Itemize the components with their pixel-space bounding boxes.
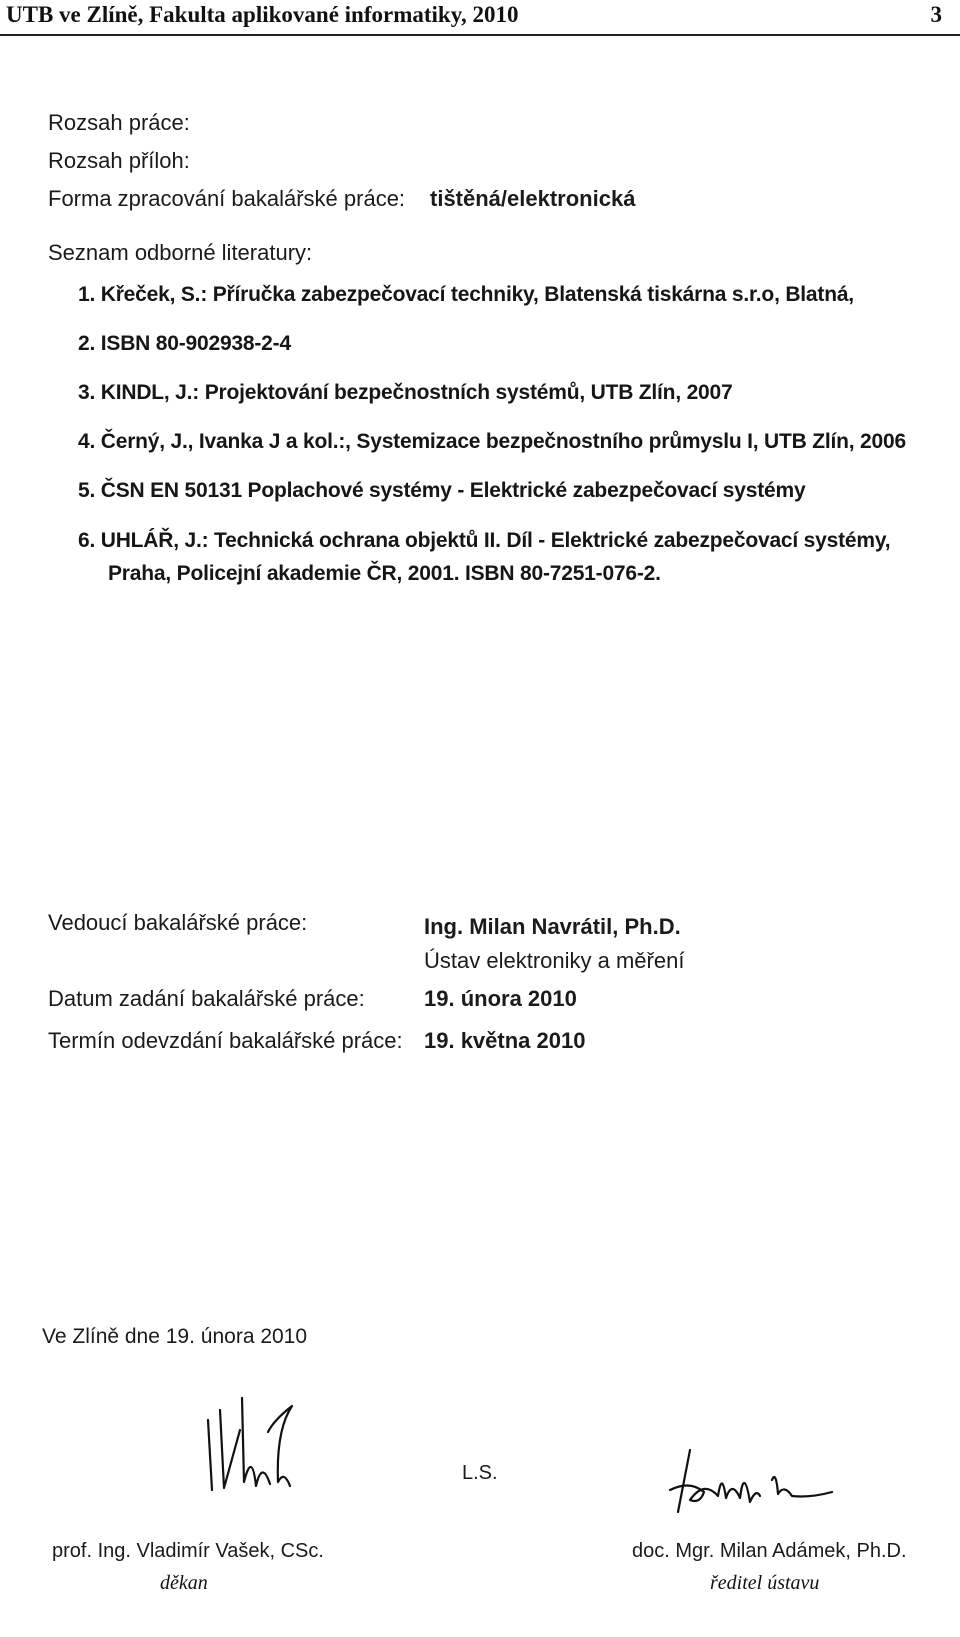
- director-role: ředitel ústavu: [710, 1572, 820, 1594]
- reference-item: 4. Černý, J., Ivanka J a kol.:, Systemizace bezpečnostního průmyslu I, UTB Zlín, 2006: [78, 430, 906, 453]
- place-and-date: Ve Zlíně dne 19. února 2010: [42, 1325, 308, 1348]
- supervisor-institute: Ústav elektroniky a měření: [424, 948, 685, 973]
- submission-date-value: 19. května 2010: [424, 1028, 586, 1053]
- literature-list-label: Seznam odborné literatury:: [48, 240, 313, 265]
- header-divider: [0, 34, 960, 36]
- supervisor-label: Vedoucí bakalářské práce:: [48, 910, 308, 935]
- page-number: 3: [930, 2, 942, 27]
- reference-item: 2. ISBN 80-902938-2-4: [78, 332, 291, 355]
- director-signature: [660, 1440, 850, 1520]
- submission-date-label: Termín odevzdání bakalářské práce:: [48, 1028, 403, 1053]
- dean-signature: [190, 1390, 320, 1500]
- reference-item: 1. Křeček, S.: Příručka zabezpečovací techniky, Blatenská tiskárna s.r.o, Blatná,: [78, 283, 854, 306]
- dean-role: děkan: [160, 1572, 208, 1594]
- form-of-processing-value: tištěná/elektronická: [430, 186, 636, 211]
- reference-item-continuation: Praha, Policejní akademie ČR, 2001. ISBN 80-7251-076-2.: [108, 562, 661, 585]
- reference-item: 5. ČSN EN 50131 Poplachové systémy - Elektrické zabezpečovací systémy: [78, 479, 806, 502]
- scope-of-work-label: Rozsah práce:: [48, 110, 190, 135]
- supervisor-name: Ing. Milan Navrátil, Ph.D.: [424, 914, 681, 939]
- reference-item: 6. UHLÁŘ, J.: Technická ochrana objektů II. Díl - Elektrické zabezpečovací systémy,: [78, 529, 891, 552]
- dean-name: prof. Ing. Vladimír Vašek, CSc.: [52, 1540, 324, 1562]
- assignment-date-value: 19. února 2010: [424, 986, 577, 1011]
- assignment-date-label: Datum zadání bakalářské práce:: [48, 986, 365, 1011]
- seal-placeholder: L.S.: [462, 1462, 498, 1484]
- form-of-processing-label: Forma zpracování bakalářské práce:: [48, 186, 406, 211]
- reference-item: 3. KINDL, J.: Projektování bezpečnostních systémů, UTB Zlín, 2007: [78, 381, 733, 404]
- page-header-title: UTB ve Zlíně, Fakulta aplikované informatiky, 2010: [6, 2, 519, 27]
- scope-of-appendices-label: Rozsah příloh:: [48, 148, 190, 173]
- director-name: doc. Mgr. Milan Adámek, Ph.D.: [632, 1540, 907, 1562]
